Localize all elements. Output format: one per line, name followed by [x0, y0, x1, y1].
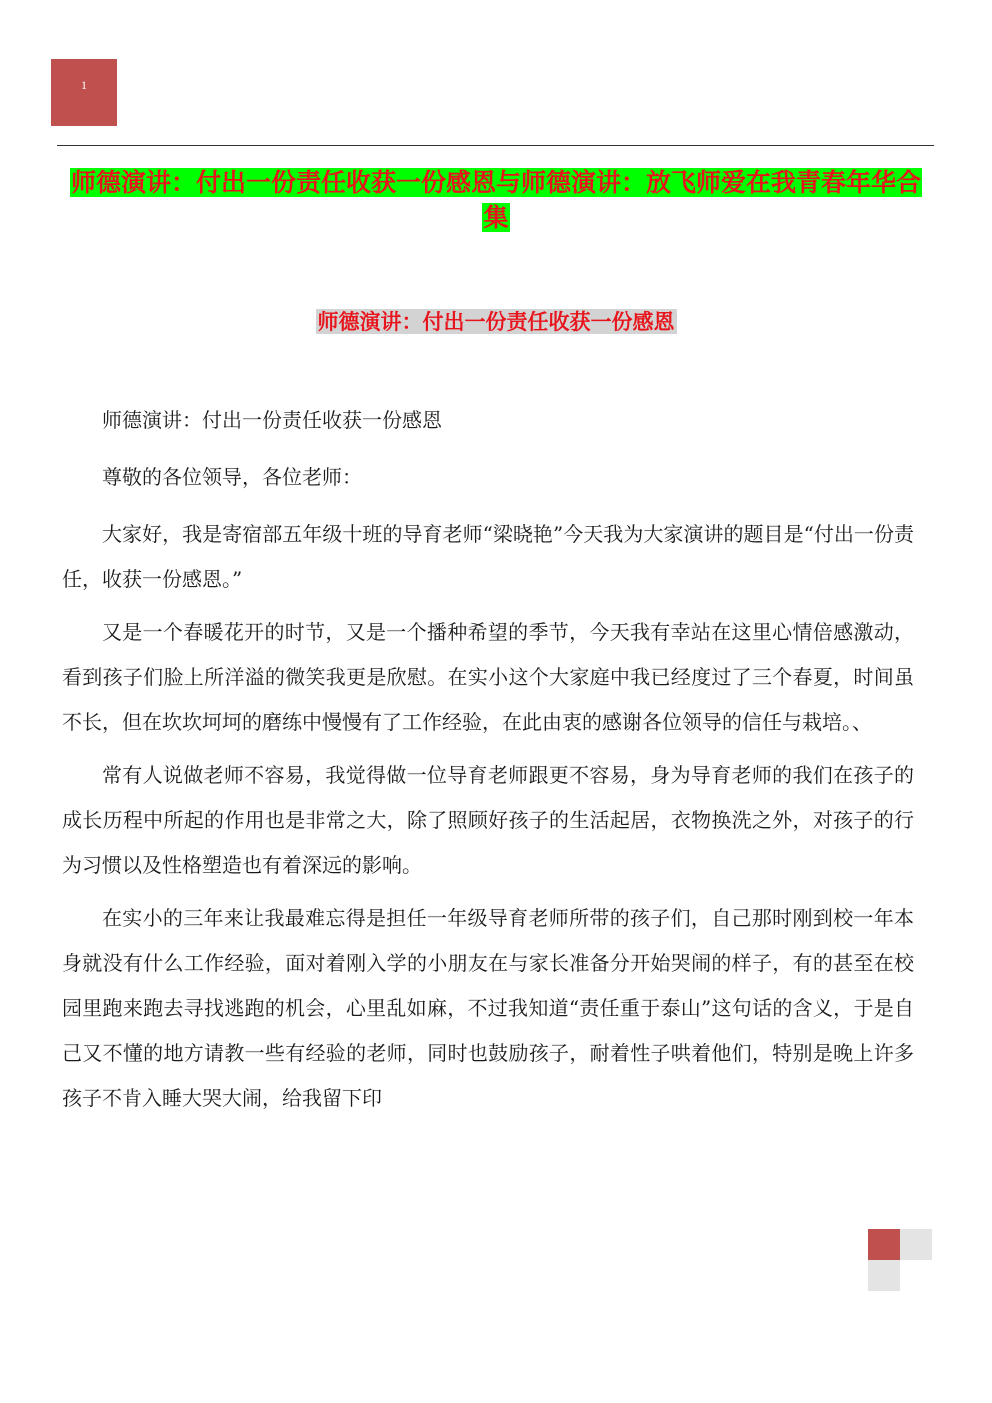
- corner-decoration-gray: [868, 1260, 900, 1291]
- paragraph: 常有人说做老师不容易，我觉得做一位导育老师跟更不容易，身为导育老师的我们在孩子的成长历程中所起的作用也是非常之大，除了照顾好孩子的生活起居，衣物换洗之外，对孩子的行为习惯以及性格塑造也有着深远的影响。: [62, 763, 914, 877]
- paragraph: 大家好，我是寄宿部五年级十班的导育老师“梁晓艳”今天我为大家演讲的题目是“付出一份责任，收获一份感恩。”: [62, 522, 914, 591]
- paragraph-salutation: 尊敬的各位领导，各位老师：: [102, 465, 362, 489]
- corner-decoration-gray: [900, 1229, 932, 1260]
- page-number: 1: [81, 78, 87, 92]
- paragraph: 又是一个春暖花开的时节，又是一个播种希望的季节，今天我有幸站在这里心情倍感激动，看到孩子们脸上所洋溢的微笑我更是欣慰。在实小这个大家庭中我已经度过了三个春夏，时间虽不长，但在坎坎坷坷的磨练中慢慢有了工作经验，在此由衷的感谢各位领导的信任与栽培。、: [62, 620, 914, 734]
- section-title: [64, 306, 928, 338]
- document-title: [64, 165, 928, 235]
- body-content: [62, 398, 914, 1129]
- paragraph: 在实小的三年来让我最难忘得是担任一年级导育老师所带的孩子们，自己那时刚到校一年本身就没有什么工作经验，面对着刚入学的小朋友在与家长准备分开始哭闹的样子，有的甚至在校园里跑来跑去寻找逃跑的机会，心里乱如麻，不过我知道“责任重于泰山”这句话的含义，于是自己又不懂的地方请教一些有经验的老师，同时也鼓励孩子，耐着性子哄着他们，特别是晚上许多孩子不肯入睡大哭大闹，给我留下印: [62, 906, 914, 1110]
- document-title-text: 师德演讲：付出一份责任收获一份感恩与师德演讲：放飞师爱在我青春年华合集: [70, 168, 921, 232]
- section-title-text: 师德演讲：付出一份责任收获一份感恩: [317, 309, 675, 334]
- corner-decoration-red: [868, 1229, 900, 1260]
- header-divider: [57, 145, 934, 146]
- page-number-badge: [51, 59, 117, 126]
- paragraph-speech-title: 师德演讲：付出一份责任收获一份感恩: [102, 408, 442, 432]
